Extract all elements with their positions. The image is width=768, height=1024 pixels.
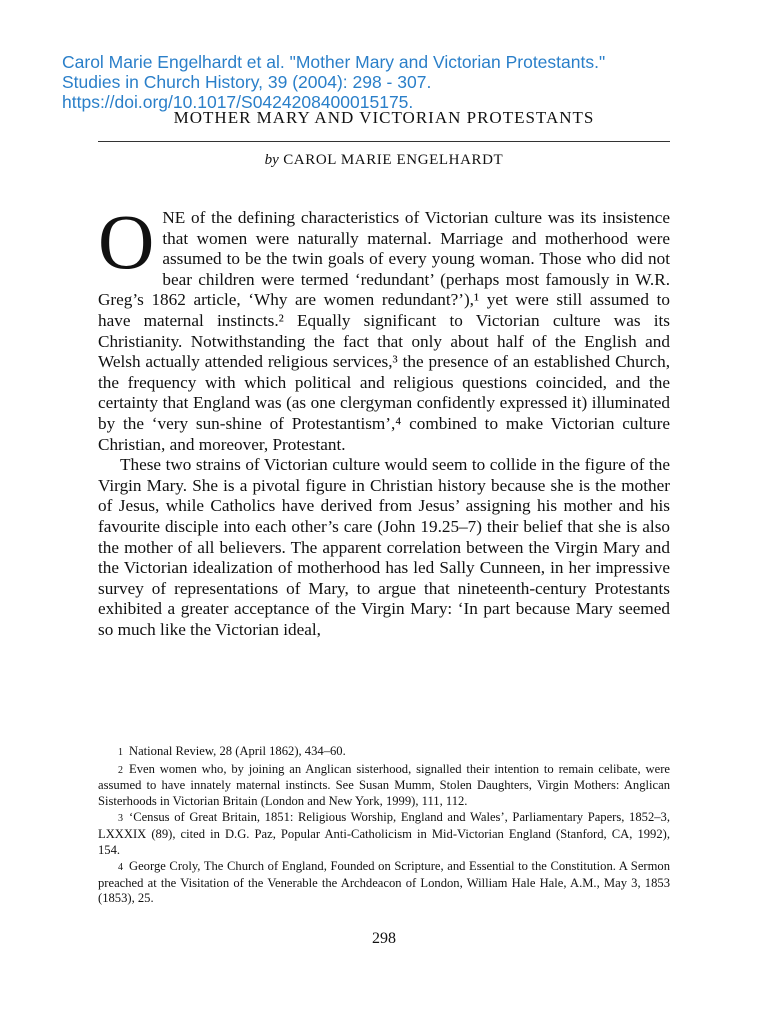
paragraph-1-text: NE of the defining characteristics of Victorian culture was its insistence that women were naturally maternal. Marriage and motherhood were assumed to be the twin goals of every young woman. Those who did not bear children were termed ‘redundant’ (perhaps most famously in W.R. Greg’s 1862 article, ‘Why are women redundant?’),¹ yet were still assumed to have maternal instincts.² Equally significant to Victorian culture was its Christianity. Notwithstanding the fact that only about half of the English and Welsh actually attended religious services,³ the presence of an established Church, the frequency with which political and religious questions coincided, and the certainty that England was (as one clergyman confidently expressed it) illuminated by the ‘very sun-shine of Protestantism’,⁴ combined to make Victorian culture Christian, and moreover, Protestant. [98,208,670,454]
doi-link[interactable]: https://doi.org/10.1017/S0424208400015175. [62,92,414,112]
footnote-text: National Review, 28 (April 1862), 434–60. [129,744,346,758]
paragraph-1 [98,198,670,455]
page-number: 298 [372,930,396,947]
footnotes [98,744,670,908]
citation-line-1: Carol Marie Engelhardt et al. "Mother Mary and Victorian Protestants." [62,52,606,72]
footnote [98,744,670,761]
citation-line-2: Studies in Church History, 39 (2004): 298 - 307. [62,72,432,92]
paragraph-2: These two strains of Victorian culture would seem to collide in the figure of the Virgin Mary. She is a pivotal figure in Christian history because she is the mother of Jesus, while Catholics have derived from Jesus’ assigning his mother and his favourite disciple into each other’s care (John 19.25–7) their belief that she is also the mother of all believers. The apparent correlation between the Virgin Mary and the Victorian idealization of motherhood has led Sally Cunneen, in her impressive survey of representations of Mary, to argue that nineteenth-century Protestants exhibited a greater acceptance of the Virgin Mary: ‘In part because Mary seemed so much like the Victorian ideal, [98,455,670,639]
drop-cap: O [98,198,155,285]
footnote-number: 3 [118,813,123,825]
footnote-number: 1 [118,747,123,758]
footnote-text: Even women who, by joining an Anglican sisterhood, signalled their intention to remain celibate, were assumed to have innately maternal instincts. See Susan Mumm, Stolen Daughters, Virgin Mothers: Anglican Sisterhoods in Victorian Britain (London and New York, 1999), 111, 112. [98,761,670,808]
article-body [98,198,670,640]
footnote [98,762,670,810]
byline-by: by [264,152,279,168]
footnote [98,810,670,858]
footnote-number: 2 [118,764,123,776]
article-title: MOTHER MARY AND VICTORIAN PROTESTANTS [173,108,595,127]
byline [98,152,670,169]
author-name: CAROL MARIE ENGELHARDT [283,152,504,168]
footnote [98,859,670,907]
title-rule [98,141,670,142]
footnote-number: 4 [118,862,123,874]
citation-header [62,52,752,112]
footnote-text: George Croly, The Church of England, Founded on Scripture, and Essential to the Constitution. A Sermon preached at the Visitation of the Venerable the Archdeacon of London, William Hale Hale, A.M., May 3, 1853 (1853), 25. [98,859,670,906]
footnote-text: ‘Census of Great Britain, 1851: Religious Worship, England and Wales’, Parliamentary Papers, 1852–3, LXXXIX (89), cited in D.G. Paz, Popular Anti-Catholicism in Mid-Victorian England (Stanford, CA, 1992), 154. [98,810,670,857]
